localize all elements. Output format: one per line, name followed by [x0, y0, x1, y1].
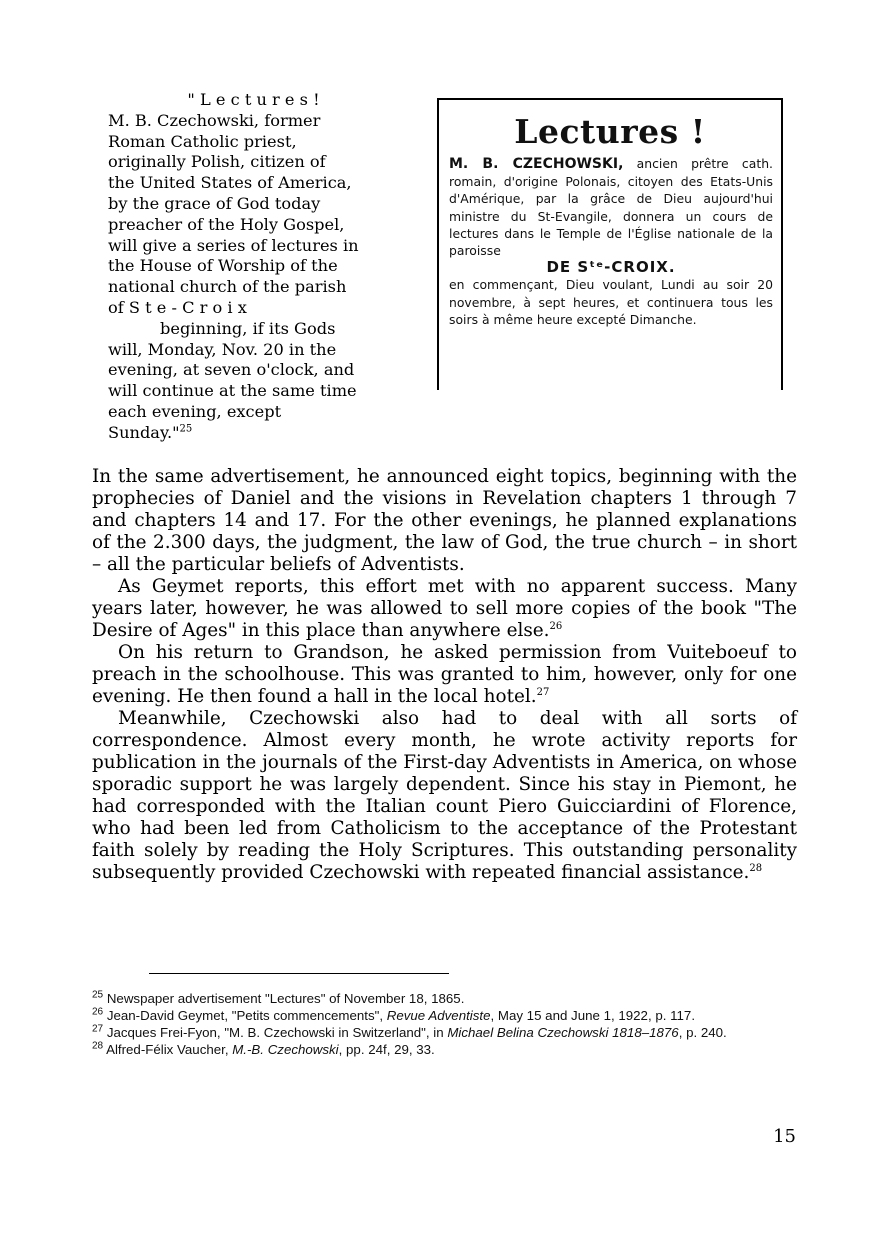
quote-line: of S t e - C r o i x — [108, 297, 247, 317]
paragraph — [92, 576, 797, 642]
quote-line-last — [108, 423, 399, 444]
footnote-title: M.-B. Czechowski — [232, 1042, 339, 1057]
paragraph-text: As Geymet reports, this effort met with no apparent success. Many years later, however, he was allowed to sell more copies of the book "The Desire of Ages" in this place than anywhere else. — [92, 576, 797, 641]
quote-line: originally Polish, citizen of — [108, 152, 326, 172]
page-number: 15 — [773, 1126, 796, 1147]
quote-line: Roman Catholic priest, — [108, 131, 297, 151]
paragraph-text: On his return to Grandson, he asked permission from Vuiteboeuf to preach in the schoolhouse. This was granted to him, however, only for one evening. He then found a hall in the local hotel. — [92, 642, 797, 707]
footnote-ref: 25 — [179, 423, 193, 435]
footnote-title: Revue Adventiste — [386, 1008, 491, 1023]
footnote — [92, 1007, 797, 1024]
clipping-body — [439, 151, 781, 328]
footnote-ref: 26 — [549, 620, 563, 632]
footnote-text: Newspaper advertisement "Lectures" of November 18, 1865. — [106, 991, 465, 1006]
footnote-number: 28 — [92, 1040, 104, 1052]
clipping-headline: Lectures ! — [514, 112, 706, 151]
quote-line: beginning, if its Gods — [160, 318, 336, 338]
clipping-parish: DE Sᵗᵉ-CROIX. — [546, 258, 676, 277]
quote-line: each evening, except — [108, 401, 282, 421]
newspaper-clipping — [437, 98, 783, 390]
footnote-ref: 27 — [536, 686, 550, 698]
quote-line: preacher of the Holy Gospel, — [108, 214, 345, 234]
translated-advertisement-quote — [108, 90, 399, 444]
quote-line: " L e c t u r e s ! — [187, 90, 320, 109]
quote-line: national church of the parish — [108, 277, 347, 297]
quote-line: will continue at the same time — [108, 381, 357, 401]
footnote — [92, 1041, 797, 1058]
footnote-text: , May 15 and June 1, 1922, p. 117. — [490, 1008, 696, 1023]
footnote-title: Michael Belina Czechowski 1818–1876 — [447, 1025, 679, 1040]
paragraph-text: In the same advertisement, he announced eight topics, beginning with the prophecies of Daniel and the visions in Revelation chapters 1 through 7 and chapters 14 and 17. For the other evenings, he planned explanations of the 2.300 days, the judgment, the law of God, the true church – in short – all the particular beliefs of Adventists. — [92, 466, 797, 575]
quote-line: M. B. Czechowski, former — [108, 110, 321, 130]
footnote-text: Jacques Frei-Fyon, "M. B. Czechowski in Switzerland", in — [106, 1025, 448, 1040]
main-text — [92, 466, 797, 884]
footnote — [92, 990, 797, 1007]
footnote-text: , p. 240. — [678, 1025, 727, 1040]
clipping-text-2: en commençant, Dieu voulant, Lundi au soir 20 novembre, à sept heures, et continuera tous les soirs à même heure excepté Dimanche. — [449, 277, 773, 327]
quote-line: the House of Worship of the — [108, 256, 338, 276]
paragraph-text: Meanwhile, Czechowski also had to deal with all sorts of correspondence. Almost every month, he wrote activity reports for publication in the journals of the First-day Adventists in America, on whose sporadic support he was largely dependent. Since his stay in Piemont, he had corresponded with the Italian count Piero Guicciardini of Florence, who had been led from Catholicism to the acceptance of the Protestant faith solely by reading the Holy Scriptures. This outstanding personality subsequently provided Czechowski with repeated financial assistance. — [92, 708, 797, 883]
paragraph — [92, 708, 797, 884]
quote-line: by the grace of God today — [108, 193, 321, 213]
paragraph — [92, 642, 797, 708]
footnote — [92, 1024, 797, 1041]
quote-line: the United States of America, — [108, 173, 352, 193]
quote-line: will, Monday, Nov. 20 in the — [108, 339, 337, 359]
footnote-text: , pp. 24f, 29, 33. — [338, 1042, 435, 1057]
footnote-number: 25 — [92, 989, 104, 1001]
footnote-text: Jean-David Geymet, "Petits commencements", — [106, 1008, 387, 1023]
footnotes — [92, 990, 797, 1058]
footnote-number: 26 — [92, 1006, 104, 1018]
footnote-number: 27 — [92, 1023, 104, 1035]
clipping-text: ancien prêtre cath. romain, d'origine Polonais, citoyen des Etats-Unis d'Amérique, par la grâce de Dieu aujourd'hui ministre du St-Evangile, donnera un cours de lectures dans le Temple de l'Église nationale de la paroisse — [449, 156, 773, 259]
footnote-ref: 28 — [749, 862, 763, 874]
quote-line-text: Sunday." — [108, 422, 180, 442]
footnote-text: Alfred-Félix Vaucher, — [106, 1042, 233, 1057]
footnote-separator — [149, 973, 449, 974]
paragraph — [92, 466, 797, 576]
quote-line: will give a series of lectures in — [108, 235, 359, 255]
quote-line: evening, at seven o'clock, and — [108, 360, 355, 380]
clipping-name: M. B. CZECHOWSKI, — [449, 156, 624, 172]
